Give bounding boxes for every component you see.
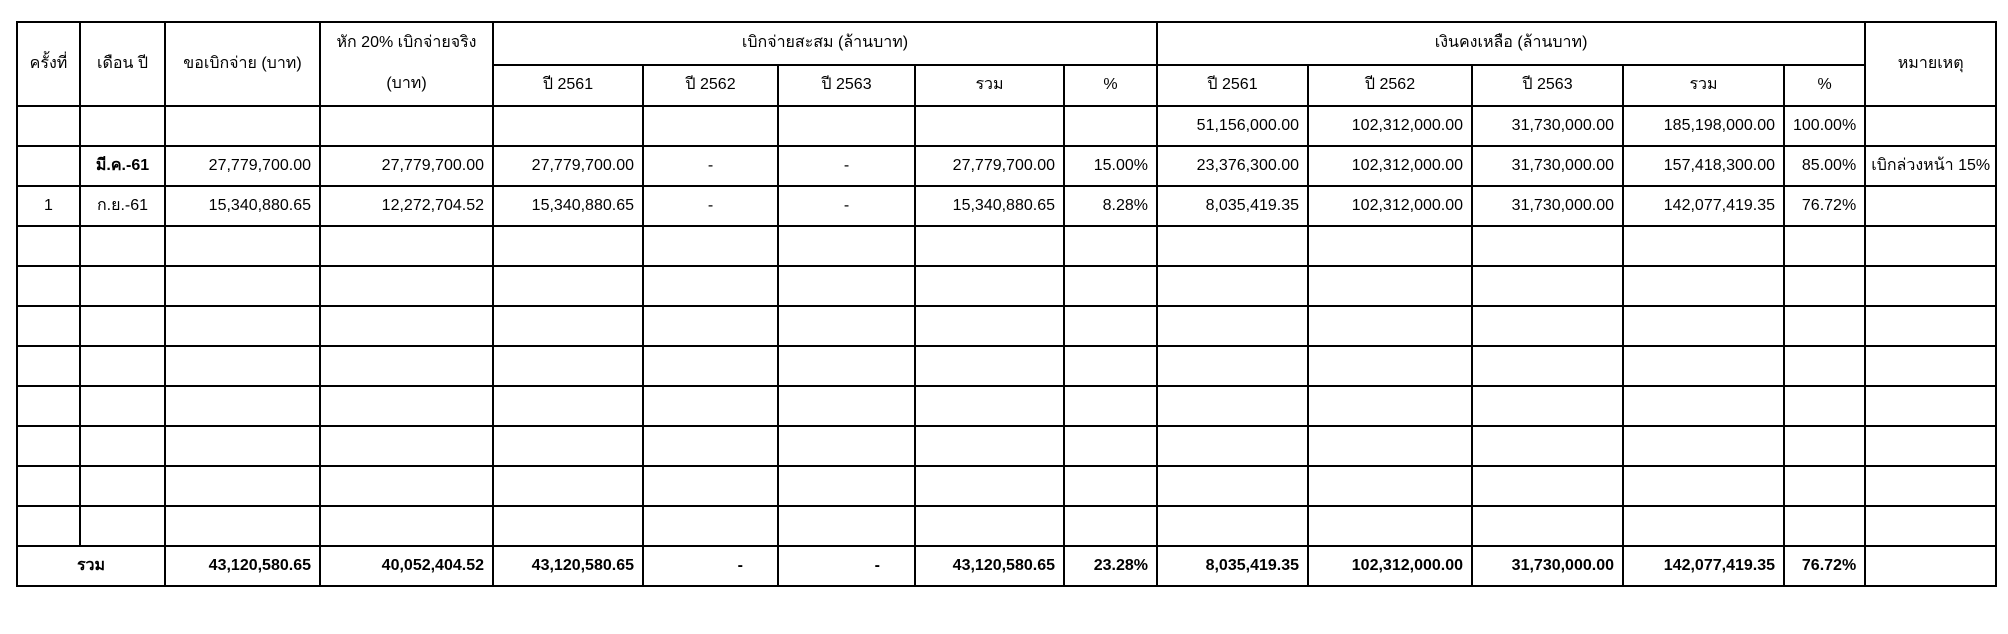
cell-request (165, 346, 320, 386)
cell-rem2563 (1472, 266, 1623, 306)
header-cum-total: รวม (915, 65, 1064, 107)
cell-remark (1865, 186, 1996, 226)
cell-rem2561: 51,156,000.00 (1157, 106, 1308, 146)
cell-cum2563 (778, 106, 915, 146)
cell-request (165, 386, 320, 426)
header-cum-y2562: ปี 2562 (643, 65, 778, 107)
cell-cum2563 (778, 466, 915, 506)
cell-cum2563 (778, 426, 915, 466)
table-row (17, 266, 1996, 306)
table-row-total (17, 546, 1996, 586)
table-row (17, 306, 1996, 346)
cell-rem2562 (1308, 506, 1472, 546)
header-rem-total: รวม (1623, 65, 1784, 107)
cell-remtotal (1623, 346, 1784, 386)
cell-cum2563: - (778, 146, 915, 186)
cell-cum2562 (643, 266, 778, 306)
cell-rempct (1784, 346, 1865, 386)
cell-cum2563: - (778, 186, 915, 226)
cell-rempct: 100.00% (1784, 106, 1865, 146)
cell-cumpct (1064, 266, 1157, 306)
cell-cum2561 (493, 386, 643, 426)
header-rem-y2561: ปี 2561 (1157, 65, 1308, 107)
cell-rempct (1784, 386, 1865, 426)
cell-cumpct: 8.28% (1064, 186, 1157, 226)
cell-cum2562 (643, 506, 778, 546)
cell-deduct (320, 386, 493, 426)
cell-request (165, 426, 320, 466)
cell-cum2561 (493, 266, 643, 306)
cell-no (17, 106, 80, 146)
header-rem-y2563: ปี 2563 (1472, 65, 1623, 107)
cell-month (80, 426, 165, 466)
cell-rem2561 (1157, 386, 1308, 426)
cell-cum2561: 15,340,880.65 (493, 186, 643, 226)
cell-cumtotal (915, 306, 1064, 346)
cell-remtotal (1623, 266, 1784, 306)
cell-request: 27,779,700.00 (165, 146, 320, 186)
cell-total-deduct: 40,052,404.52 (320, 546, 493, 586)
cell-remtotal: 142,077,419.35 (1623, 186, 1784, 226)
cell-deduct (320, 426, 493, 466)
cell-remtotal (1623, 306, 1784, 346)
cell-rempct (1784, 506, 1865, 546)
cell-rempct: 76.72% (1784, 186, 1865, 226)
cell-cum2563 (778, 266, 915, 306)
cell-request (165, 306, 320, 346)
cell-deduct (320, 226, 493, 266)
cell-deduct (320, 106, 493, 146)
cell-no: 1 (17, 186, 80, 226)
table-row (17, 426, 1996, 466)
cell-remtotal (1623, 466, 1784, 506)
cell-deduct (320, 346, 493, 386)
cell-cumtotal (915, 106, 1064, 146)
table-row (17, 226, 1996, 266)
cell-rem2563: 31,730,000.00 (1472, 146, 1623, 186)
cell-cumtotal (915, 426, 1064, 466)
cell-total-cumpct: 23.28% (1064, 546, 1157, 586)
cell-cum2561 (493, 306, 643, 346)
table-body (17, 106, 1996, 586)
cell-cumpct (1064, 426, 1157, 466)
cell-total-remtotal: 142,077,419.35 (1623, 546, 1784, 586)
cell-rem2562 (1308, 346, 1472, 386)
cell-cumpct (1064, 306, 1157, 346)
cell-cum2563 (778, 306, 915, 346)
cell-rem2561 (1157, 226, 1308, 266)
cell-cumtotal (915, 386, 1064, 426)
cell-remark (1865, 346, 1996, 386)
cell-cum2562 (643, 306, 778, 346)
cell-request: 15,340,880.65 (165, 186, 320, 226)
cell-deduct (320, 306, 493, 346)
header-remark: หมายเหตุ (1865, 22, 1996, 106)
cell-cum2561 (493, 506, 643, 546)
cell-rempct (1784, 266, 1865, 306)
cell-total-rem2563: 31,730,000.00 (1472, 546, 1623, 586)
table-row (17, 386, 1996, 426)
cell-cumpct (1064, 226, 1157, 266)
cell-remark (1865, 226, 1996, 266)
cell-cumtotal (915, 226, 1064, 266)
cell-rem2562 (1308, 266, 1472, 306)
cell-rempct (1784, 466, 1865, 506)
cell-deduct (320, 266, 493, 306)
cell-month (80, 346, 165, 386)
cell-cum2562: - (643, 186, 778, 226)
cell-cum2563 (778, 386, 915, 426)
cell-cumtotal: 15,340,880.65 (915, 186, 1064, 226)
header-group-cumulative: เบิกจ่ายสะสม (ล้านบาท) (493, 22, 1157, 65)
header-group-remaining: เงินคงเหลือ (ล้านบาท) (1157, 22, 1865, 65)
cell-rem2563 (1472, 226, 1623, 266)
cell-rem2563 (1472, 306, 1623, 346)
header-deduct-line2: (บาท) (386, 75, 427, 93)
cell-cum2562 (643, 346, 778, 386)
cell-cum2563 (778, 346, 915, 386)
cell-rem2561 (1157, 266, 1308, 306)
cell-total-cumtotal: 43,120,580.65 (915, 546, 1064, 586)
header-no: ครั้งที่ (17, 22, 80, 106)
cell-cumpct (1064, 386, 1157, 426)
cell-rem2561: 23,376,300.00 (1157, 146, 1308, 186)
cell-remark (1865, 426, 1996, 466)
cell-rem2562: 102,312,000.00 (1308, 106, 1472, 146)
table-row (17, 506, 1996, 546)
cell-rem2562 (1308, 306, 1472, 346)
cell-no (17, 266, 80, 306)
cell-cumpct (1064, 346, 1157, 386)
header-cum-y2563: ปี 2563 (778, 65, 915, 107)
cell-cum2562 (643, 226, 778, 266)
cell-rempct (1784, 226, 1865, 266)
cell-total-rem2561: 8,035,419.35 (1157, 546, 1308, 586)
cell-cum2562 (643, 386, 778, 426)
cell-rem2562 (1308, 426, 1472, 466)
cell-rem2561 (1157, 306, 1308, 346)
header-rem-y2562: ปี 2562 (1308, 65, 1472, 107)
table-row (17, 106, 1996, 146)
cell-cum2562 (643, 466, 778, 506)
cell-remark (1865, 106, 1996, 146)
cell-cumtotal (915, 346, 1064, 386)
cell-remtotal: 157,418,300.00 (1623, 146, 1784, 186)
cell-rem2561 (1157, 466, 1308, 506)
cell-cum2561 (493, 426, 643, 466)
cell-month (80, 506, 165, 546)
cell-request (165, 506, 320, 546)
cell-rem2563 (1472, 466, 1623, 506)
cell-month (80, 386, 165, 426)
table-row (17, 146, 1996, 186)
table-row (17, 186, 1996, 226)
cell-no (17, 306, 80, 346)
cell-request (165, 266, 320, 306)
cell-remark (1865, 306, 1996, 346)
cell-request (165, 106, 320, 146)
cell-cum2562 (643, 426, 778, 466)
cell-remark (1865, 386, 1996, 426)
cell-rem2563 (1472, 386, 1623, 426)
cell-deduct: 27,779,700.00 (320, 146, 493, 186)
cell-cumpct: 15.00% (1064, 146, 1157, 186)
cell-no (17, 506, 80, 546)
cell-remtotal: 185,198,000.00 (1623, 106, 1784, 146)
cell-rem2561: 8,035,419.35 (1157, 186, 1308, 226)
cell-request (165, 226, 320, 266)
cell-no (17, 466, 80, 506)
cell-cum2562: - (643, 146, 778, 186)
cell-cum2561 (493, 106, 643, 146)
cell-no (17, 426, 80, 466)
cell-rem2562: 102,312,000.00 (1308, 186, 1472, 226)
disbursement-table (16, 21, 1997, 587)
cell-rem2562 (1308, 466, 1472, 506)
cell-remtotal (1623, 386, 1784, 426)
cell-month (80, 466, 165, 506)
cell-cumpct (1064, 506, 1157, 546)
cell-rempct (1784, 426, 1865, 466)
cell-no (17, 346, 80, 386)
cell-cumpct (1064, 466, 1157, 506)
cell-cum2561 (493, 226, 643, 266)
cell-rem2562 (1308, 226, 1472, 266)
cell-cum2562 (643, 106, 778, 146)
cell-rempct (1784, 306, 1865, 346)
cell-cumtotal (915, 506, 1064, 546)
cell-no (17, 226, 80, 266)
cell-month (80, 226, 165, 266)
header-deduct-line1: หัก 20% เบิกจ่ายจริง (336, 34, 477, 52)
cell-rem2563: 31,730,000.00 (1472, 186, 1623, 226)
cell-rem2561 (1157, 426, 1308, 466)
cell-no (17, 386, 80, 426)
cell-rem2562: 102,312,000.00 (1308, 146, 1472, 186)
cell-cum2561 (493, 466, 643, 506)
cell-remark: เบิกล่วงหน้า 15% (1865, 146, 1996, 186)
cell-rem2563 (1472, 506, 1623, 546)
cell-total-request: 43,120,580.65 (165, 546, 320, 586)
cell-rempct: 85.00% (1784, 146, 1865, 186)
cell-remtotal (1623, 226, 1784, 266)
cell-total-rempct: 76.72% (1784, 546, 1865, 586)
cell-rem2561 (1157, 506, 1308, 546)
cell-rem2562 (1308, 386, 1472, 426)
cell-rem2561 (1157, 346, 1308, 386)
header-deduct (320, 22, 493, 106)
cell-month (80, 106, 165, 146)
cell-deduct: 12,272,704.52 (320, 186, 493, 226)
cell-cumtotal: 27,779,700.00 (915, 146, 1064, 186)
cell-request (165, 466, 320, 506)
cell-cumtotal (915, 266, 1064, 306)
cell-rem2563 (1472, 346, 1623, 386)
cell-total-label: รวม (17, 546, 165, 586)
cell-month: มี.ค.-61 (80, 146, 165, 186)
header-month: เดือน ปี (80, 22, 165, 106)
header-rem-pct: % (1784, 65, 1865, 107)
cell-rem2563: 31,730,000.00 (1472, 106, 1623, 146)
cell-no (17, 146, 80, 186)
cell-remtotal (1623, 506, 1784, 546)
cell-remark (1865, 266, 1996, 306)
cell-cumpct (1064, 106, 1157, 146)
header-cum-y2561: ปี 2561 (493, 65, 643, 107)
cell-remark (1865, 466, 1996, 506)
cell-rem2563 (1472, 426, 1623, 466)
cell-cum2561 (493, 346, 643, 386)
cell-total-remark (1865, 546, 1996, 586)
cell-total-cum2563: - (778, 546, 915, 586)
header-request: ขอเบิกจ่าย (บาท) (165, 22, 320, 106)
cell-deduct (320, 466, 493, 506)
cell-month (80, 306, 165, 346)
cell-month (80, 266, 165, 306)
cell-remark (1865, 506, 1996, 546)
cell-cum2563 (778, 506, 915, 546)
cell-total-rem2562: 102,312,000.00 (1308, 546, 1472, 586)
table-header (17, 22, 1996, 106)
cell-total-cum2561: 43,120,580.65 (493, 546, 643, 586)
table-row (17, 466, 1996, 506)
cell-remtotal (1623, 426, 1784, 466)
cell-cumtotal (915, 466, 1064, 506)
cell-cum2561: 27,779,700.00 (493, 146, 643, 186)
cell-total-cum2562: - (643, 546, 778, 586)
cell-month: ก.ย.-61 (80, 186, 165, 226)
cell-cum2563 (778, 226, 915, 266)
header-cum-pct: % (1064, 65, 1157, 107)
cell-deduct (320, 506, 493, 546)
table-row (17, 346, 1996, 386)
